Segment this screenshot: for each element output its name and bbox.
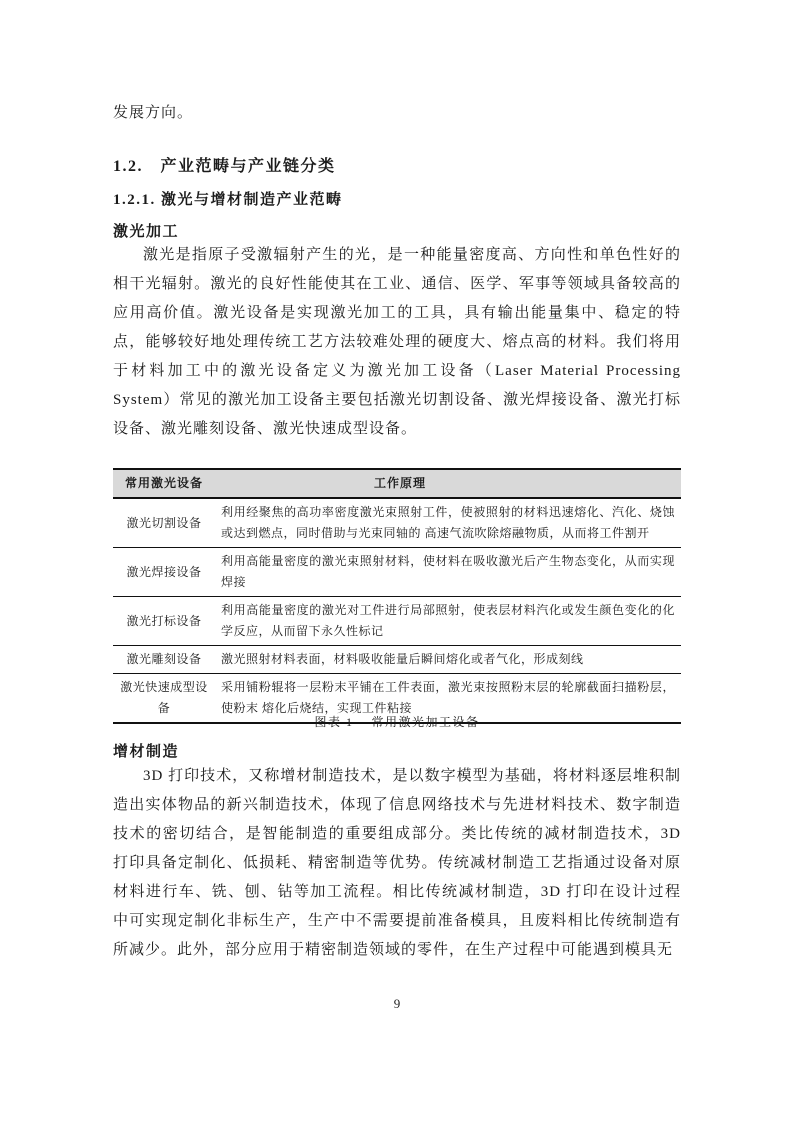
laser-processing-heading: 激光加工 bbox=[113, 224, 180, 240]
table-row bbox=[113, 597, 681, 646]
laser-processing-paragraph: 激光是指原子受激辐射产生的光，是一种能量密度高、方向性和单色性好的相干光辐射。激光的良好性能使其在工业、通信、医学、军事等领域具备较高的应用高价值。激光设备是实现激光加工的工具，具有输出能量集中、稳定的特点，能够较好地处理传统工艺方法较难处理的硬度大、熔点高的材料。我们将用于材料加工中的激光设备定义为激光加工设备（Laser Material Processing System）常见的激光加工设备主要包括激光切割设备、激光焊接设备、激光打标设备、激光雕刻设备、激光快速成型设备。 bbox=[113, 247, 681, 437]
device-principle: 利用高能量密度的激光对工件进行局部照射，使表层材料汽化或发生颜色变化的化学反应，从而留下永久性标记 bbox=[221, 603, 675, 638]
laser-devices-table bbox=[113, 468, 681, 724]
table-header-device: 常用激光设备 bbox=[124, 476, 203, 490]
device-principle: 激光照射材料表面，材料吸收能量后瞬间熔化或者气化，形成刻线 bbox=[221, 652, 584, 666]
table-caption-title: 常用激光加工设备 bbox=[371, 715, 480, 729]
page-number: 9 bbox=[393, 996, 401, 1011]
device-name: 激光快速成型设备 bbox=[120, 680, 208, 715]
table-header-row bbox=[113, 469, 681, 498]
table-caption bbox=[113, 713, 681, 730]
device-name: 激光切割设备 bbox=[126, 515, 202, 530]
section-heading-1-2: 1.2. 产业范畴与产业链分类 bbox=[113, 158, 336, 175]
device-principle: 利用经聚焦的高功率密度激光束照射工件，使被照射的材料迅速熔化、汽化、烧蚀或达到燃点，同时借助与光束同轴的 高速气流吹除熔融物质，从而将工件割开 bbox=[221, 505, 675, 540]
device-principle: 采用铺粉辊将一层粉末平铺在工件表面，激光束按照粉末层的轮廓截面扫描粉层，使粉末 熔化后烧结，实现工件粘接 bbox=[221, 680, 675, 715]
table-header-principle: 工作原理 bbox=[373, 476, 426, 490]
device-principle: 利用高能量密度的激光束照射材料，使材料在吸收激光后产生物态变化，从而实现焊接 bbox=[221, 554, 675, 589]
laser-devices-table-wrapper bbox=[113, 468, 681, 724]
table-caption-label: 图表 1 bbox=[314, 715, 354, 729]
device-name: 激光打标设备 bbox=[126, 613, 202, 628]
table-row bbox=[113, 646, 681, 674]
device-name: 激光焊接设备 bbox=[126, 564, 202, 579]
intro-paragraph-continuation: 发展方向。 bbox=[113, 105, 194, 121]
additive-manufacturing-heading: 增材制造 bbox=[113, 744, 180, 760]
table-row bbox=[113, 548, 681, 597]
device-name: 激光雕刻设备 bbox=[126, 652, 202, 666]
table-row bbox=[113, 498, 681, 548]
section-heading-1-2-1: 1.2.1. 激光与增材制造产业范畴 bbox=[113, 192, 343, 208]
additive-manufacturing-paragraph: 3D 打印技术，又称增材制造技术，是以数字模型为基础，将材料逐层堆积制造出实体物品的新兴制造技术，体现了信息网络技术与先进材料技术、数字制造技术的密切结合，是智能制造的重要组成部分。类比传统的减材制造技术，3D 打印具备定制化、低损耗、精密制造等优势。传统减材制造工艺指通过设备对原材料进行车、铣、刨、钻等加工流程。相比传统减材制造，3D 打印在设计过程中可实现定制化非标生产，生产中不需要提前准备模具，且废料相比传统制造有所减少。此外，部分应用于精密制造领域的零件，在生产过程中可能遇到模具无 bbox=[113, 768, 681, 958]
